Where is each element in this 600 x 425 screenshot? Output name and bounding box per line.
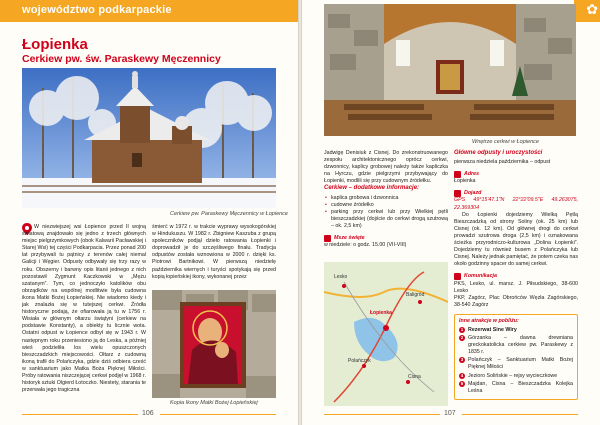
nearby-text: Rezerwat Sine Wiry <box>468 326 517 333</box>
map-label-baligrod: Baligród <box>406 292 425 298</box>
access-title: Dojazd <box>464 190 482 197</box>
church-photo-image <box>22 68 276 208</box>
mass-times: w niedziele: o godz. 15.00 (VII-VIII) <box>324 242 407 249</box>
nearby-title: Inne atrakcje w pobliżu: <box>459 317 519 324</box>
nearby-number: 5 <box>460 380 464 386</box>
left-text-col1 <box>22 224 146 408</box>
left-col1-paragraph: W niezwiejszej wsi Łopience przed II wojną światową znajdowało się jedno z trzech głównych miejsc pielgrzymkowych (obok Kalwarii Pacławskiej i Starej Wsi) tej części Podkarpacia. Przez ponad 200 lat przybywali tu pątnicy z terenów całej niemal Galicji i Węgier. Odpusty odbywały się trzy razy w roku. Obszerny i barwny opis litanii jednego z nich pozostawił Zygmunt Kaczkowski w „Mężu szatanym”. Tym, co jednoczyło katolików obu obrządków na wspólnej modlitwie była cudowna ikona Matki Bożej Łopieńskiej. Nie wiadomo kiedy i jak znalazła się w tutejszej cerkwi. Źródła historyczne podają, że ofiarowała ją tu w 1756 r. Wisiała w głównym ołtarzu świątyni (cerkiew na podstawie Konstanty), a obiekty tu licznie wota. Ostatni odpust w Łopience odbył się w 1943 r. W następnym roku przeniesiono ją do Leska, a później wieś podzieliła los wielu opuszczonych bieszczadzkich miejscowości. Ołtarz z cudowną ikoną trafił do Polańczyka, gdzie dziś odbiera cześć w sanktuarium jako Matka Boża Pięknej Miłości. Próby ratowania niszczejącej cerkwi podjęł w 1968 r. historyk sztuki Olgierd Łotoczko. Niestety, starania te przerwała jego tragiczna <box>22 224 146 394</box>
mass-title: Msze święte <box>334 235 365 242</box>
left-text-col2 <box>152 224 276 286</box>
nearby-item <box>459 373 573 380</box>
icon-photo <box>152 290 276 398</box>
nearby-item <box>459 357 573 371</box>
church-photo <box>22 68 276 208</box>
home-icon <box>454 171 461 178</box>
extra-info-title: Cerkiew – dodatkowe informacje: <box>324 185 420 192</box>
page-number-rule <box>324 414 440 415</box>
car-icon <box>454 190 461 197</box>
interior-photo-caption: Wnętrze cerkwi w Łopience <box>472 139 539 145</box>
page-subtitle: Cerkiew pw. św. Paraskewy Męczennicy <box>22 53 221 65</box>
header-band <box>0 0 298 22</box>
church-photo-caption: Cerkiew pw. Paraskewy Męczennicy w Łopience <box>170 211 288 217</box>
indulgences-title: Główne odpusty i uroczystości <box>454 150 543 156</box>
access-text: Do Łopienki dojedziemy Wielką Pętlą Bieszczadzką od strony Soliny (ok. 25 km) lub Cisnej (ok. 12 km). Od głównej drogi do cerkwi prowadzi szutrowa droga (2,5 km) i oznakowana ścieżka przyrodniczo-kulturowa „Dolina Łopienki”. Dojedziemy tu również busem z Polańczyka lub Cisnej. Należy jednak pamiętać, że potem czeka nas około godzinny spacer do samej cerkwi. <box>454 211 578 268</box>
transport-pkp: PKP, Zagórz, Plac Obrońców Węzła Zagórskiego, 38-540 Zagórz <box>454 294 578 308</box>
map-label-lopienka: Łopienka <box>370 310 392 316</box>
page-title: Łopienka <box>22 36 88 53</box>
region-title: województwo podkarpackie <box>22 4 172 16</box>
extra-info-item: • kaplica grobowa i dzwonnica <box>324 195 448 202</box>
extra-info-item: • parking przy cerkwi lub przy Wielkiej pętli bieszczadzkiej (dojście do cerkwi drogą szutrową – ok. 2,5 km) <box>324 209 448 230</box>
address-heading <box>454 171 578 178</box>
nearby-text: Majdan, Cisna – Bieszczadzka Kolejka Leśna <box>468 380 573 394</box>
left-col2-paragraph: śmierć w 1972 r. w trakcie wyprawy wysokogórskiej w Hindukuszu. W 1982 r. Zbigniew Kaszuba z grupą społeczników podjął dzieło ratowania Łopienki i doprowadził je do szczęśliwego finału. Tradycja odpustów została wznowiona w 2000 r. dzięki ks. Piotrowi Bartnikowi. W pierwszą niedzielę października wiernych i turyści spotykają się przed kopią łopieńskiej ikony, wykonanej przez <box>152 224 276 280</box>
nearby-number: 1 <box>460 326 464 332</box>
icon-photo-caption: Kopia Ikony Matki Bożej Łopieńskiej <box>170 400 258 406</box>
page-number-left: 106 <box>142 410 154 417</box>
right-intro-paragraph: Jadwigę Denisiuk z Cisnej. Do zrekonstruowanego zespołu architektonicznego oprócz cerkwi, dzwonnicy, kaplicy grobowej należy także kapliczka na Hyrczu, gdzie pielgrzymi przybywający do Łopienki, modlili się przy cudownym źródełku. <box>324 150 448 185</box>
access-heading <box>454 190 578 197</box>
nearby-text: Jezioro Solińskie – rejsy wycieczkowe <box>468 372 558 379</box>
nearby-item <box>459 381 573 395</box>
nearby-box <box>454 314 578 400</box>
indulgences-text: pierwsza niedziela października – odpust <box>454 159 551 166</box>
right-text-col1 <box>324 150 448 249</box>
interior-photo-image <box>324 4 576 136</box>
page-number-rule <box>462 414 578 415</box>
right-page <box>302 0 600 425</box>
nearby-number: 3 <box>460 357 464 363</box>
transport-heading <box>454 273 578 280</box>
interior-photo <box>324 4 576 136</box>
gps-coordinates: GPS 49°15'47.1"N 22°22'09.5"E 49.263075, 22.369304 <box>454 197 578 211</box>
page-number-rule <box>160 414 276 415</box>
transport-pks: PKS, Lesko, ul. marsz. J. Piłsudskiego, 38-600 Lesko <box>454 280 578 294</box>
transport-title: Komunikacja <box>464 273 497 280</box>
right-text-col2 <box>454 150 578 400</box>
header-band-right <box>574 0 600 22</box>
page-number-rule <box>22 414 138 415</box>
flower-icon: ✿ <box>586 1 598 17</box>
left-page <box>0 0 298 425</box>
address-text: Łopienka <box>454 178 476 185</box>
address-title: Adres <box>464 171 480 178</box>
nearby-number: 4 <box>460 372 464 378</box>
nearby-text: Polańczyk – Sanktuarium Matki Bożej Pięknej Miłości <box>468 357 573 371</box>
map-label-cisna: Cisna <box>408 374 421 380</box>
area-map <box>324 262 448 406</box>
cross-icon <box>324 235 331 242</box>
mass-heading <box>324 235 448 242</box>
madonna-icon-image <box>152 290 276 398</box>
map-label-polanczyk: Polańczyk <box>348 358 371 364</box>
page-number-right: 107 <box>444 410 456 417</box>
map-label-lesko: Lesko <box>334 274 348 280</box>
nearby-number: 2 <box>460 335 464 341</box>
nearby-text: Górzanka – dawna drewniana greckokatolicka cerkiew pw. Paraskewy z 1835 r. <box>468 335 573 356</box>
bus-icon <box>454 273 461 280</box>
nearby-item <box>459 335 573 356</box>
extra-info-item: • cudowne źródełko <box>324 202 448 209</box>
area-map-image <box>324 262 448 406</box>
nearby-item <box>459 327 573 334</box>
